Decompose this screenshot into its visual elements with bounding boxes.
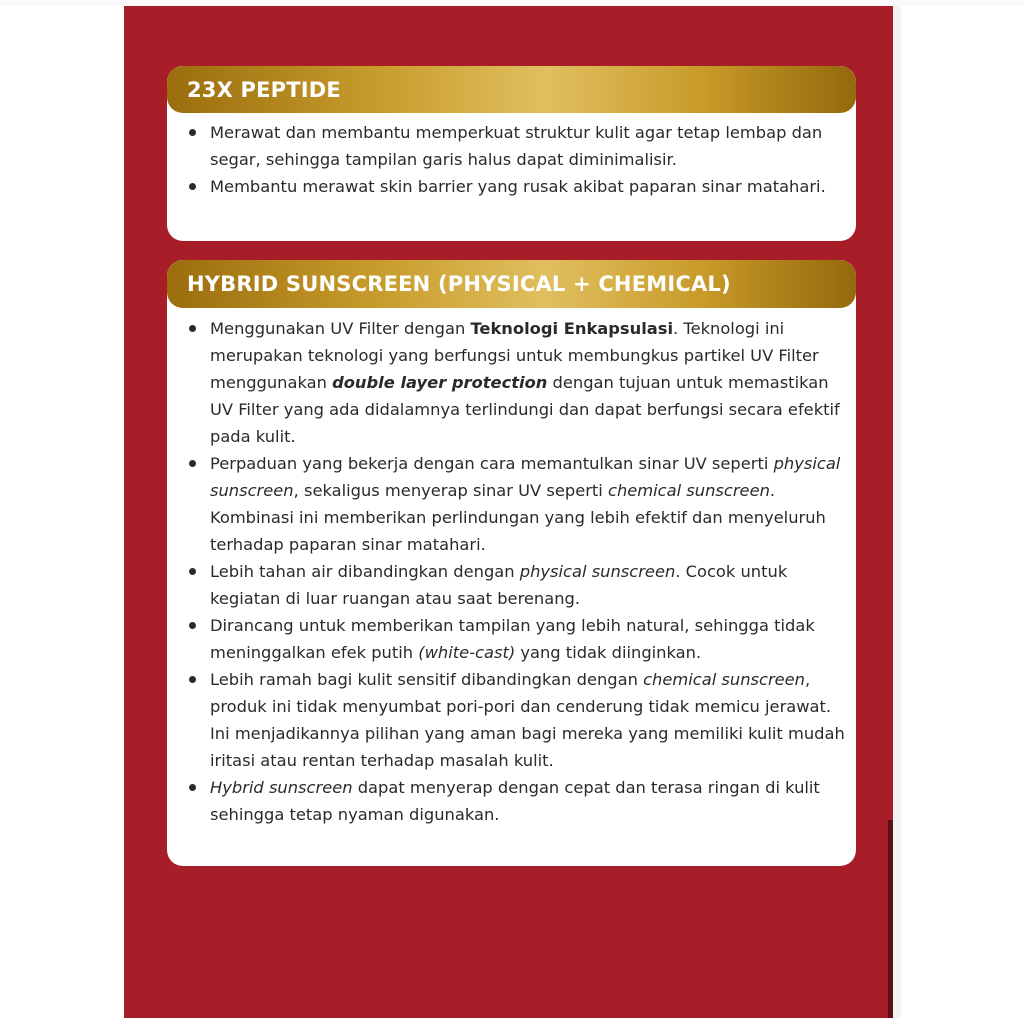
bullet-text: Menggunakan UV Filter dengan	[210, 319, 471, 338]
bullet-text: (white-cast)	[418, 643, 516, 662]
bullet-text: physical sunscreen	[210, 454, 841, 500]
bullet-text: Teknologi Enkapsulasi	[470, 319, 674, 338]
bullet-text: Lebih ramah bagi kulit sensitif dibandingkan dengan	[210, 670, 644, 689]
section-card-peptide	[167, 66, 856, 241]
bullet-text: dapat menyerap dengan cepat dan terasa ringan di kulit sehingga tetap nyaman digunakan.	[210, 778, 820, 824]
section-title-peptide: 23X PEPTIDE	[187, 77, 341, 102]
bullet-item	[186, 666, 846, 774]
poster-right-margin	[893, 6, 901, 1018]
bullet-text: . Cocok untuk kegiatan di luar ruangan atau saat berenang.	[210, 562, 788, 608]
bullet-text: . Teknologi ini merupakan teknologi yang berfungsi untuk membungkus partikel UV Filter menggunakan	[210, 319, 819, 392]
bullet-text: Hybrid sunscreen	[210, 778, 353, 797]
section-header-peptide	[167, 66, 856, 113]
bullet-item	[186, 119, 846, 173]
bullet-item	[186, 315, 846, 450]
bullet-text: Merawat dan membantu memperkuat struktur kulit agar tetap lembap dan segar, sehingga tampilan garis halus dapat diminimalisir.	[210, 123, 823, 169]
bullet-text: Lebih tahan air dibandingkan dengan	[210, 562, 520, 581]
bullet-text: Dirancang untuk memberikan tampilan yang lebih natural, sehingga tidak meninggalkan efek putih	[210, 616, 815, 662]
bullet-list-peptide	[186, 119, 846, 200]
bullet-item	[186, 450, 846, 558]
section-card-hybrid-sunscreen	[167, 260, 856, 866]
bullet-text: Membantu merawat skin barrier yang rusak akibat paparan sinar matahari.	[210, 177, 826, 196]
bullet-text: Perpaduan yang bekerja dengan cara memantulkan sinar UV seperti	[210, 454, 774, 473]
section-title-hybrid-sunscreen: HYBRID SUNSCREEN (PHYSICAL + CHEMICAL)	[187, 272, 731, 296]
bullet-text: chemical sunscreen	[643, 670, 805, 689]
bullet-text: , sekaligus menyerap sinar UV seperti	[293, 481, 608, 500]
bullet-text: double layer protection	[332, 373, 548, 392]
bullet-item	[186, 173, 846, 200]
section-header-hybrid-sunscreen	[167, 260, 856, 308]
bullet-item	[186, 774, 846, 828]
bullet-text: , produk ini tidak menyumbat pori-pori dan cenderung tidak memicu jerawat. Ini menjadikannya pilihan yang aman bagi mereka yang memiliki kulit mudah iritasi atau rentan terhadap masalah kulit.	[210, 670, 845, 770]
bullet-text: physical sunscreen	[519, 562, 676, 581]
bullet-text: chemical sunscreen	[608, 481, 770, 500]
bullet-text: . Kombinasi ini memberikan perlindungan yang lebih efektif dan menyeluruh terhadap paparan sinar matahari.	[210, 481, 826, 554]
bullet-text: yang tidak diinginkan.	[515, 643, 702, 662]
bullet-item	[186, 612, 846, 666]
bullet-item	[186, 558, 846, 612]
bullet-text: dengan tujuan untuk memastikan UV Filter yang ada didalamnya terlindungi dan dapat berfungsi secara efektif pada kulit.	[210, 373, 840, 446]
bullet-list-hybrid-sunscreen	[186, 315, 846, 828]
